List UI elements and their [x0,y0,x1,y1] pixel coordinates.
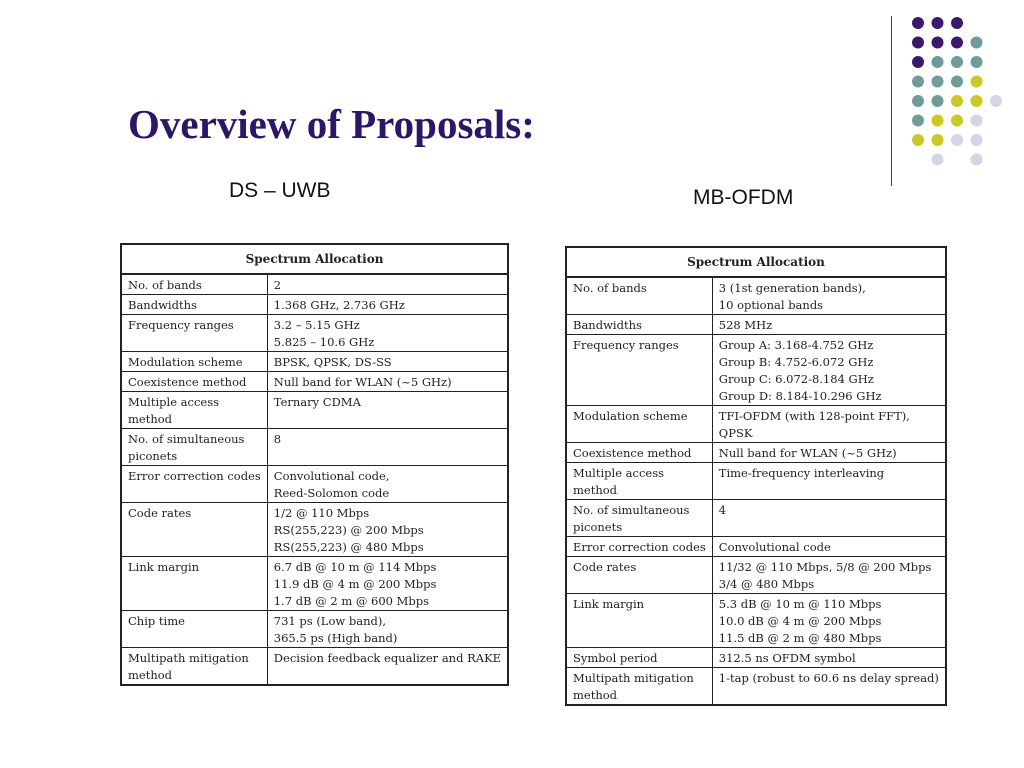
decorative-dot [971,154,983,166]
decorative-dot [932,17,944,29]
table-row [121,611,508,648]
row-label: Bandwidths [128,298,197,312]
table-row [121,648,508,686]
decorative-dot [912,76,924,88]
row-value: 731 ps (Low band), [273,614,386,628]
table-row [566,668,946,706]
row-value-cell [267,392,508,429]
row-label: Code rates [128,506,192,520]
row-value: Reed-Solomon code [273,486,390,500]
decorative-dot [912,95,924,107]
row-value-cell [712,668,946,706]
row-value-cell [267,295,508,315]
row-value-cell [267,429,508,466]
row-value-cell [267,372,508,392]
row-value: 11/32 @ 110 Mbps, 5/8 @ 200 Mbps [718,560,932,574]
row-label: No. of simultaneous [128,432,245,446]
decorative-dot [951,76,963,88]
row-value: Null band for WLAN (~5 GHz) [718,446,897,460]
table-row [121,557,508,611]
row-value: 5.825 – 10.6 GHz [273,335,375,349]
row-label-cell [121,392,267,429]
row-value: 3/4 @ 480 Mbps [718,577,815,591]
decorative-dot [971,134,983,146]
mb-ofdm-spec-table [565,246,947,706]
row-label-cell [121,372,267,392]
mb-ofdm-heading: MB-OFDM [693,186,794,209]
row-value-cell [712,500,946,537]
row-value-cell [267,503,508,557]
row-label: method [573,483,618,497]
table-row [121,295,508,315]
row-label-cell [566,335,712,406]
table-row [566,500,946,537]
decorative-dot [951,134,963,146]
row-label: Frequency ranges [128,318,234,332]
row-value: 11.9 dB @ 4 m @ 200 Mbps [273,577,437,591]
decorative-dot [971,95,983,107]
row-label-cell [566,648,712,668]
table-row [121,352,508,372]
row-value: Null band for WLAN (~5 GHz) [273,375,452,389]
row-label: Modulation scheme [573,409,688,423]
row-label-cell [121,295,267,315]
row-label-cell [121,315,267,352]
decorative-dot [912,17,924,29]
row-value-cell [267,274,508,295]
slide-title: Overview of Proposals: [128,101,535,147]
row-label-cell [566,557,712,594]
row-label: Multiple access [128,395,220,409]
table-row [566,443,946,463]
table-row [121,315,508,352]
row-value: 10 optional bands [718,298,824,312]
row-label: No. of simultaneous [573,503,690,517]
row-label: Multipath mitigation [128,651,249,665]
row-label: method [128,668,173,682]
row-value-cell [267,315,508,352]
row-label: Link margin [573,597,645,611]
decorative-divider-line [891,16,892,186]
decorative-dot [932,154,944,166]
decorative-dot [912,134,924,146]
row-label: No. of bands [573,281,647,295]
decorative-dot [912,115,924,127]
row-value: 365.5 ps (High band) [273,631,398,645]
row-label: Symbol period [573,651,658,665]
row-value: 312.5 ns OFDM symbol [718,651,856,665]
row-label: Modulation scheme [128,355,243,369]
row-label: Error correction codes [573,540,706,554]
row-value: Group D: 8.184-10.296 GHz [718,389,882,403]
decorative-dot [932,95,944,107]
row-value: 3.2 – 5.15 GHz [273,318,360,332]
row-label: Code rates [573,560,637,574]
row-value: 10.0 dB @ 4 m @ 200 Mbps [718,614,882,628]
table-row [566,557,946,594]
row-value: Ternary CDMA [273,395,361,409]
decorative-dot [912,37,924,49]
row-label-cell [566,277,712,315]
decorative-dot [971,76,983,88]
row-label: Multiple access [573,466,665,480]
row-value: RS(255,223) @ 480 Mbps [273,540,424,554]
decorative-dot [951,17,963,29]
table-row [566,315,946,335]
table-header: Spectrum Allocation [566,247,946,277]
decorative-dot [951,115,963,127]
table-row [121,392,508,429]
row-label-cell [566,668,712,706]
decorative-dot [932,76,944,88]
row-label: piconets [573,520,623,534]
row-value: 4 [718,503,727,517]
row-label-cell [121,352,267,372]
row-label-cell [121,557,267,611]
table-row [566,648,946,668]
row-value-cell [712,406,946,443]
row-label-cell [121,429,267,466]
decorative-dot [932,56,944,68]
row-value: 1/2 @ 110 Mbps [273,506,370,520]
row-value: Group B: 4.752-6.072 GHz [718,355,874,369]
row-value-cell [712,557,946,594]
row-value: 5.3 dB @ 10 m @ 110 Mbps [718,597,882,611]
row-value-cell [267,466,508,503]
row-value: 528 MHz [718,318,773,332]
table-row [121,429,508,466]
row-label-cell [566,537,712,557]
decorative-dot-grid [0,0,1024,200]
row-label-cell [566,500,712,537]
decorative-dot [971,37,983,49]
row-value-cell [712,277,946,315]
row-value: Decision feedback equalizer and RAKE [273,651,502,665]
decorative-dot [932,37,944,49]
table-row [566,463,946,500]
row-value: 6.7 dB @ 10 m @ 114 Mbps [273,560,437,574]
decorative-dot [912,56,924,68]
ds-uwb-heading: DS – UWB [229,179,331,202]
row-value: QPSK [718,426,753,440]
row-value: 2 [273,278,282,292]
row-label-cell [566,406,712,443]
row-label-cell [566,315,712,335]
row-label-cell [121,503,267,557]
decorative-dot [971,115,983,127]
row-label: method [128,412,173,426]
row-value: 3 (1st generation bands), [718,281,866,295]
decorative-dot [951,37,963,49]
decorative-dot [990,95,1002,107]
decorative-dot [971,56,983,68]
row-label: Link margin [128,560,200,574]
row-value-cell [712,594,946,648]
row-value-cell [712,315,946,335]
row-label: Frequency ranges [573,338,679,352]
table-row [121,274,508,295]
row-value: 1.368 GHz, 2.736 GHz [273,298,405,312]
row-value-cell [712,537,946,557]
row-label: Multipath mitigation [573,671,694,685]
table-row [121,503,508,557]
row-value: Convolutional code, [273,469,390,483]
table-header: Spectrum Allocation [121,244,508,274]
row-label: Coexistence method [573,446,692,460]
row-label: Bandwidths [573,318,642,332]
table-row [566,537,946,557]
table-row [566,277,946,315]
row-value: TFI-OFDM (with 128-point FFT), [718,409,910,423]
row-value: 11.5 dB @ 2 m @ 480 Mbps [718,631,882,645]
decorative-dot [951,95,963,107]
row-label: Coexistence method [128,375,247,389]
row-value: RS(255,223) @ 200 Mbps [273,523,424,537]
row-value-cell [712,335,946,406]
row-label-cell [121,466,267,503]
table-row [121,372,508,392]
row-value-cell [712,463,946,500]
row-value-cell [712,443,946,463]
row-value: Group A: 3.168-4.752 GHz [718,338,874,352]
row-label: method [573,688,618,702]
ds-uwb-spec-table [120,243,509,686]
table-row [121,466,508,503]
row-label-cell [566,443,712,463]
row-label-cell [121,274,267,295]
row-value-cell [267,648,508,686]
row-value-cell [267,352,508,372]
row-value: BPSK, QPSK, DS-SS [273,355,392,369]
table-row [566,406,946,443]
row-label-cell [566,594,712,648]
row-value-cell [712,648,946,668]
row-value: Group C: 6.072-8.184 GHz [718,372,874,386]
row-value: 8 [273,432,282,446]
row-label: No. of bands [128,278,202,292]
row-label: Chip time [128,614,185,628]
table-row [566,335,946,406]
row-value: Convolutional code [718,540,831,554]
row-label-cell [121,648,267,686]
decorative-dot [932,115,944,127]
decorative-dot [951,56,963,68]
row-value: 1.7 dB @ 2 m @ 600 Mbps [273,594,430,608]
row-value: Time-frequency interleaving [718,466,885,480]
decorative-dot [932,134,944,146]
row-value: 1-tap (robust to 60.6 ns delay spread) [718,671,939,685]
row-value-cell [267,611,508,648]
row-label-cell [121,611,267,648]
row-value-cell [267,557,508,611]
row-label: Error correction codes [128,469,261,483]
row-label: piconets [128,449,178,463]
row-label-cell [566,463,712,500]
table-row [566,594,946,648]
